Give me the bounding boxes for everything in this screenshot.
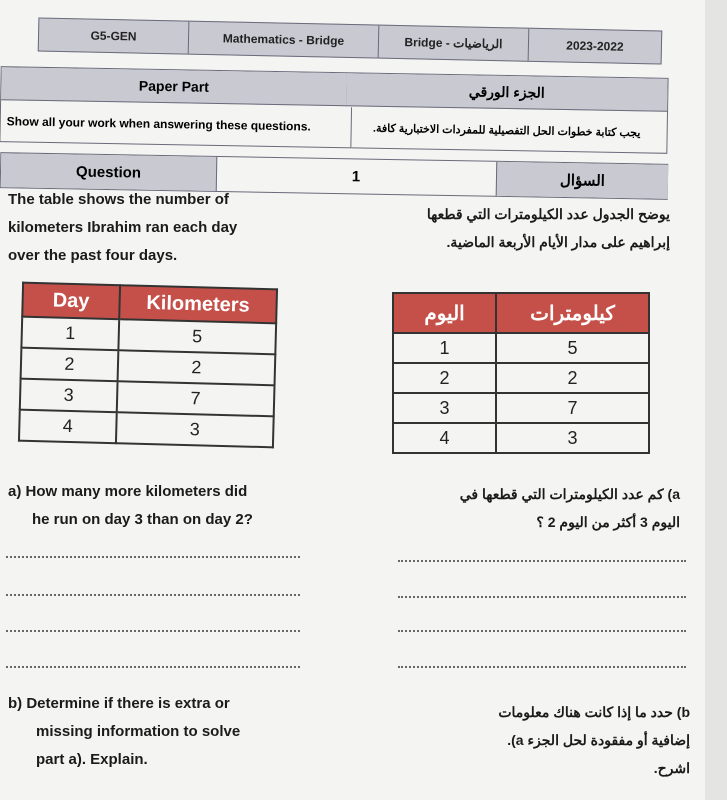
paper-part-box <box>0 66 669 154</box>
part-b-line-2: missing information to solve <box>36 723 241 740</box>
cell-km: 7 <box>496 393 649 423</box>
cell-km: 3 <box>116 412 274 447</box>
intro-line-1: The table shows the number of <box>8 191 229 208</box>
part-a-ar <box>390 480 680 536</box>
cell-km: 2 <box>496 363 649 393</box>
instruction-ar: يجب كتابة خطوات الحل التفصيلية للمفردات الاختبارية كافة. <box>350 107 662 152</box>
answer-line[interactable] <box>6 556 300 558</box>
table-row <box>393 363 649 393</box>
intro-line-2: kilometers Ibrahim ran each day <box>8 219 238 236</box>
instruction-en: Show all your work when answering these questions. <box>6 114 311 134</box>
intro-line-3: over the past four days. <box>8 247 178 264</box>
data-table-ar <box>392 292 650 454</box>
col-km-header-ar: كيلومترات <box>496 293 649 333</box>
answer-line-ar[interactable] <box>398 666 686 668</box>
part-a-ar-line-2: اليوم 3 أكثر من اليوم 2 ؟ <box>536 514 680 530</box>
part-b-ar <box>390 698 690 782</box>
table-row <box>19 410 274 448</box>
cell-day: 3 <box>393 393 496 423</box>
question-label-en: Question <box>1 153 218 191</box>
part-b-ar-line-2: إضافية أو مفقودة لحل الجزء a). <box>507 732 690 748</box>
academic-year: 2023-2022 <box>566 38 624 54</box>
paper-part-title-ar: الجزء الورقي <box>346 73 668 112</box>
cell-km: 5 <box>496 333 649 363</box>
question-number: 1 <box>351 167 361 185</box>
answer-line[interactable] <box>6 594 300 596</box>
cell-day: 3 <box>20 379 118 413</box>
answer-line-ar[interactable] <box>398 560 686 562</box>
part-b-line-3: part a). Explain. <box>36 751 148 768</box>
data-table-en <box>18 282 278 449</box>
col-km-header: Kilometers <box>119 285 277 323</box>
cell-day: 2 <box>21 348 119 382</box>
cell-km: 3 <box>496 423 649 453</box>
part-a-line-2: he run on day 3 than on day 2? <box>32 511 253 528</box>
col-day-header-ar: اليوم <box>393 293 496 333</box>
part-a-en <box>8 478 338 534</box>
cell-day: 4 <box>19 410 117 444</box>
page-edge <box>705 0 727 800</box>
table-row <box>393 333 649 363</box>
cell-day: 2 <box>393 363 496 393</box>
part-b-ar-line-3: اشرح. <box>653 760 690 776</box>
subject-ar: Bridge - الرياضيات <box>379 26 530 61</box>
cell-day: 1 <box>21 317 119 351</box>
answer-line[interactable] <box>6 666 300 668</box>
cell-day: 1 <box>393 333 496 363</box>
grade-code: G5-GEN <box>39 18 190 53</box>
cell-km: 5 <box>118 319 276 354</box>
question-label-ar: السؤال <box>496 162 669 199</box>
intro-text-ar <box>380 200 670 256</box>
table-row <box>393 423 649 453</box>
intro-text-en <box>8 186 308 270</box>
part-a-line-1: a) How many more kilometers did <box>8 483 248 500</box>
cell-km: 7 <box>117 381 275 416</box>
part-b-line-1: b) Determine if there is extra or <box>8 695 230 712</box>
answer-line[interactable] <box>6 630 300 632</box>
cell-day: 4 <box>393 423 496 453</box>
part-b-ar-line-1: b) حدد ما إذا كانت هناك معلومات <box>498 704 690 720</box>
answer-line-ar[interactable] <box>398 596 686 598</box>
intro-ar-line-1: يوضح الجدول عدد الكيلومترات التي قطعها <box>426 206 670 222</box>
part-b-en <box>8 690 328 774</box>
table-header-row <box>393 293 649 333</box>
part-a-ar-line-1: a) كم عدد الكيلومترات التي قطعها في <box>459 486 680 502</box>
table-row <box>393 393 649 423</box>
subject-en: Mathematics - Bridge <box>189 22 380 58</box>
intro-ar-line-2: إبراهيم على مدار الأيام الأربعة الماضية. <box>446 234 670 250</box>
col-day-header: Day <box>22 283 120 320</box>
cell-km: 2 <box>117 350 275 385</box>
answer-line-ar[interactable] <box>398 630 686 632</box>
paper-part-title-en: Paper Part <box>1 67 348 106</box>
